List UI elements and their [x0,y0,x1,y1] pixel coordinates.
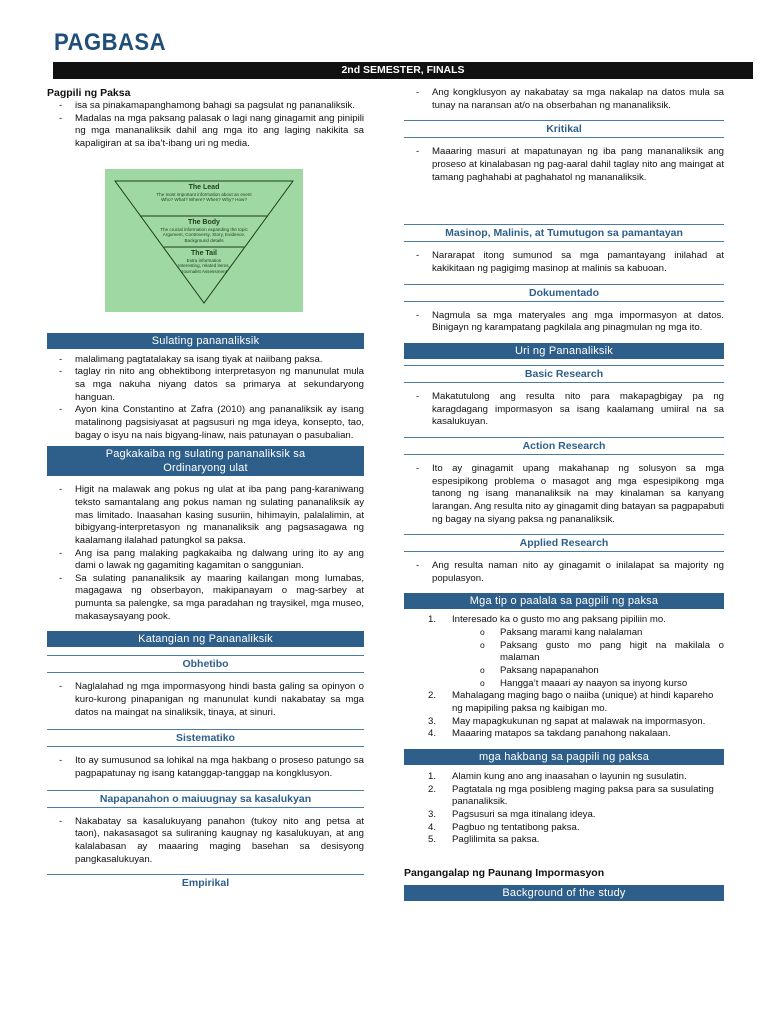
page-title: PAGBASA [54,29,166,56]
left-column [47,82,364,891]
list-item [404,728,724,741]
sublist-item: o Paksang marami kang nalalaman [404,627,724,640]
section-header-katangian: Katangian ng Pananaliksik [47,631,364,647]
action-research-list [404,463,724,526]
list-item [404,771,724,784]
item-text: Maaaring matapos sa takdang panahong nakalaan. [452,728,671,740]
subheader-napapanahon: Napapanahon o maiuugnay sa kasalukyan [47,790,364,808]
section-title-pangangalap: Pangangalap ng Paunang Impormasyon [404,866,605,879]
list-item: - Makatutulong ang resulta nito para makapagbigay pa ng karagdagang impormasyon sa isang kaalamang umiiral na sa kasalukuyan. [404,391,724,429]
kritikal-list [404,146,724,184]
inverted-pyramid-diagram [105,169,303,312]
sistematiko-list [47,755,364,780]
basic-research-list [404,391,724,429]
list-item: - Ang resulta naman nito ay ginagamit o inilalapat sa majority ng populasyon. [404,560,724,585]
item-number: 1. [428,771,437,783]
list-item [404,716,724,729]
list-item: - Ang kongklusyon ay nakabatay sa mga nakalap na datos mula sa tunay na naransan at/o na obserbahan ng mananaliksik. [404,87,724,112]
hakbang-list [404,771,724,847]
sublist-item: o Paksang gusto mo pang higit na makilala o malaman [404,640,724,665]
section-title-pagpili: Pagpili ng Paksa [47,87,131,99]
tips-list [404,614,724,741]
dokumentado-list [404,310,724,335]
item-number: 2. [428,783,437,795]
lead-text: The most important information about an event Who? What? Where? When? Why? How? [156,191,252,203]
item-text: Mahalagang maging bago o naiiba (unique) at hindi kapareho ng mapipiling paksa ng kaibigan mo. [452,690,714,715]
list-item: - Madalas na mga paksang palasak o lagi nang ginagamit ang pinipili ng mga mananaliksik dahil ang mga ito ang laging nakikita sa kapaligiran at sa iba’t-ibang uri ng media. [47,113,364,151]
subheader-kritikal: Kritikal [404,120,724,138]
list-item [404,614,724,690]
item-number: 2. [428,690,437,702]
list-item: - malalimang pagtatalakay sa isang tiyak at naiibang paksa. [47,354,364,367]
sublist-item: o Paksang napapanahon [404,665,724,678]
item-number: 5. [428,834,437,846]
list-item: - Ito ay sumusunod sa lohikal na mga hakbang o proseso patungo sa pagpapatunay ng isang katanggap-tanggap na kongklusyon. [47,755,364,780]
item-number: 3. [428,809,437,820]
subheader-action-research: Action Research [404,437,724,455]
item-text: Pagsusuri sa mga itinalang ideya. [452,809,596,820]
section-header-sulating: Sulating pananaliksik [47,333,364,349]
list-item: - Naglalahad ng mga impormasyong hindi basta galing sa opinyon o kuro-kurong pinapanigan ng manunulat kundi nakabatay sa mga datos na maingat na sinaliksik, tinaya, at sinuri. [47,681,364,719]
item-text: Pagtatala ng mga posibleng maging paksa para sa susulating pananaliksik. [452,783,714,808]
tail-text: Extra information Interesting, related items, Journalist Assessment [178,257,230,274]
pagpili-list [47,100,364,151]
list-item [404,809,724,822]
section-header-tips: Mga tip o paalala sa pagpili ng paksa [404,593,724,609]
body-text: The crucial information expanding the topic Argument, Controversy, Story, Evidence, Background details [160,226,248,243]
item-number: 4. [428,821,437,833]
napapanahon-list [47,816,364,867]
lead-title: The Lead [188,183,220,191]
list-item: - Ang isa pang malaking pagkakaiba ng dalwang uring ito ay ang dami o lawak ng gagamiting kagamitan o sanggunian. [47,548,364,573]
semester-bar: 2nd SEMESTER, FINALS [53,62,753,79]
masinop-list [404,250,724,275]
section-header-uri: Uri ng Pananaliksik [404,343,724,359]
sublist-item: o Hangga’t maaari ay naayon sa inyong kurso [404,678,724,691]
item-text: Pagbuo ng tentatibong paksa. [452,821,580,833]
item-text: May mapagkukunan ng sapat at malawak na impormasyon. [452,715,706,727]
right-column [404,87,724,901]
list-item [404,834,724,847]
list-item: - Nararapat itong sumunod sa mga pamantayang inilahad at kakikitaan ng pagigimg masinop at malinis sa kabuoan. [404,250,724,275]
list-item: - Maaaring masuri at mapatunayan ng iba pang mananaliksik ang proseso at kinalabasan ng pag-aaral dahil taglay nito ang maingat at tamang paghahabi at paghahatol ng mananaliksik. [404,146,724,184]
subheader-applied-research: Applied Research [404,534,724,552]
subheader-obhetibo: Obhetibo [47,655,364,673]
subheader-sistematiko: Sistematiko [47,729,364,747]
subheader-empirikal: Empirikal [47,874,364,891]
item-number: 3. [428,715,437,727]
subheader-masinop: Masinop, Malinis, at Tumutugon sa pamantayan [404,224,724,242]
item-text: Interesado ka o gusto mo ang paksang pipiliin mo. [452,614,666,626]
section-header-pagkakaiba: Pagkakaiba ng sulating pananaliksik sa Ordinaryong ulat [47,446,364,476]
item-number: 4. [428,728,437,740]
list-item [404,784,724,809]
list-item: - Nakabatay sa kasalukuyang panahon (tukoy nito ang petsa at taon), nakasasagot sa suliraning kaugnay ng kasalukuyan, at ang kalalabasan ay maaaring maging basehan sa desisyong pangkasalukuyan. [47,816,364,867]
obhetibo-list [47,681,364,719]
list-item [404,690,724,715]
empirikal-list [404,87,724,112]
list-item: - Ayon kina Constantino at Zafra (2010) ang pananaliksik ay isang matalinong pagsisiyasat at pagsusuri ng mga ideya, konsepto, tao, bagay o isyu na nais bigyang-linaw, nais patunayan o pasubalian. [47,404,364,442]
subheader-basic-research: Basic Research [404,365,724,383]
body-title: The Body [188,218,220,226]
item-text: Paglilimita sa paksa. [452,834,540,846]
item-text: Alamin kung ano ang inaasahan o layunin ng susulatin. [452,771,687,783]
subheader-dokumentado: Dokumentado [404,284,724,302]
section-header-hakbang: mga hakbang sa pagpili ng paksa [404,749,724,765]
item-number: 1. [428,614,437,626]
tips-sublist [404,627,724,690]
list-item: - Nagmula sa mga materyales ang mga impormasyon at datos. Binigayn ng karampatang pagkilala ang pinagmulan ng mga ito. [404,310,724,335]
applied-research-list [404,560,724,585]
pagkakaiba-list [47,484,364,623]
section-header-background: Background of the study [404,885,724,901]
list-item [404,822,724,835]
list-item: - Sa sulating pananaliksik ay maaring kailangan mong lumabas, magagawa ng obserbayon, makipanayam o mag-sarbey at pumunta sa palengke, sa mga paradahan ng traysikel, mga museo, makasaysayang pook. [47,573,364,624]
sulating-list [47,354,364,443]
list-item: - isa sa pinakamapanghamong bahagi sa pagsulat ng pananaliksik. [47,100,364,113]
list-item: - Higit na malawak ang pokus ng ulat at iba pang pang-karaniwang teksto samantalang ang pokus naman ng sulating pananaliksik ay mas limitado. Inaasahan kasing susuriin, hihimayin, palalalimin, at bibigyang-interpretasyon ng mananaliksik ang pagsasagawa ng kaalamang ilalahad patungkol sa paksa. [47,484,364,547]
tail-title: The Tail [191,249,217,257]
list-item: - taglay rin nito ang obhektibong interpretasyon ng manunulat mula sa mga nakuha niyang datos sa primarya at sekundaryong hanguan. [47,366,364,404]
list-item: - Ito ay ginagamit upang makahanap ng solusyon sa mga espesipikong problema o masagot ang mga espesipikong mga tanong ng isang mananaliksik na may kinalaman sa kanyang larangan. Ang resulta nito ay ginagamit ding batayan sa pagpapabuti ng bagay na siyang paksa ng pananaliksik. [404,463,724,526]
